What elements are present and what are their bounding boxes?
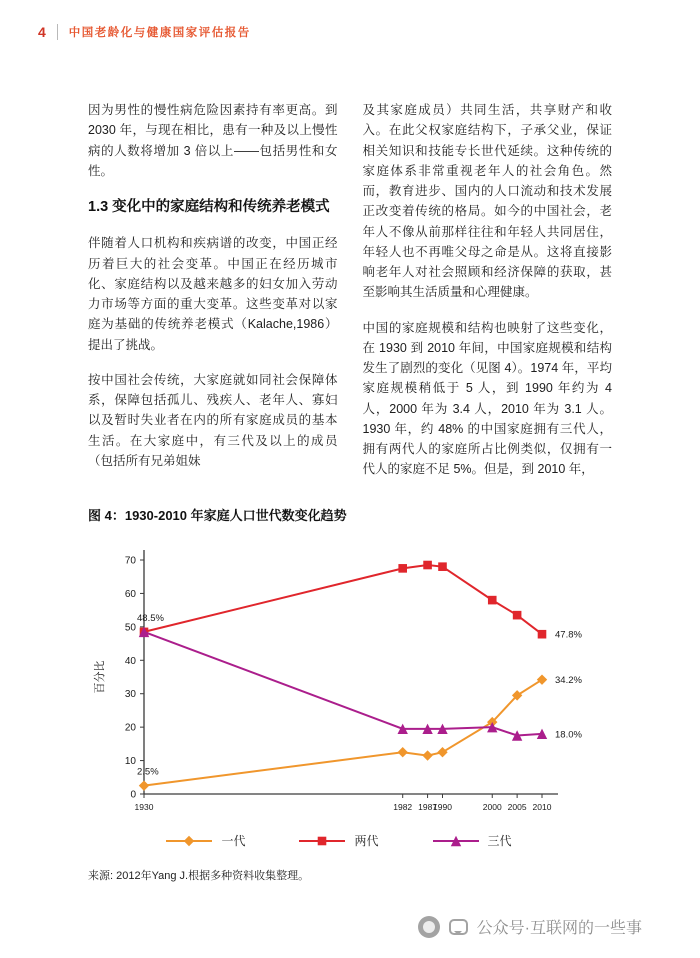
- figure-4: [88, 505, 618, 883]
- data-label: 48.5%: [137, 612, 164, 624]
- series-line-1: [144, 565, 542, 634]
- data-label: 2.5%: [137, 766, 159, 778]
- paragraph-social-change: 伴随着人口机构和疾病谱的改变，中国正经历着巨大的社会变革。中国正在经历城市化、家庭结构以及越来越多的妇女加入劳动力市场等方面的重大变革。这些变革对以家庭为基础的传统养老模式（Kalache,1986）提出了挑战。: [88, 236, 338, 352]
- legend-marker-icon: [431, 833, 481, 849]
- generation-trend-line-chart: [88, 536, 608, 828]
- legend-label: 三代: [487, 834, 512, 848]
- legend-marker-icon: [164, 833, 214, 849]
- data-label: 34.2%: [555, 675, 582, 687]
- series-marker-1: [538, 630, 547, 639]
- y-tick-label: 40: [124, 655, 136, 667]
- paragraph-family-tradition: 按中国社会传统，大家庭就如同社会保障体系，保障包括孤儿、残疾人、老年人、寡妇以及暂时失业者在内的所有家庭成员的基本生活。在大家庭中，有三代及以上的成员（包括所有兄弟姐妹: [88, 372, 338, 468]
- legend-item-2: [431, 832, 512, 849]
- chat-bubble-icon: [449, 919, 468, 935]
- body-columns: [88, 100, 612, 495]
- series-marker-0: [398, 747, 408, 757]
- page-number: 4: [38, 24, 46, 40]
- series-marker-1: [423, 561, 432, 570]
- y-tick-label: 60: [124, 588, 136, 600]
- series-marker-1: [398, 564, 407, 573]
- x-tick-label: 1930: [134, 802, 154, 812]
- text-column-right: [363, 100, 613, 495]
- header-divider: [57, 24, 58, 40]
- series-marker-0: [537, 674, 547, 684]
- x-tick-label: 2000: [482, 802, 502, 812]
- y-tick-label: 50: [124, 622, 136, 634]
- data-label: 18.0%: [555, 729, 582, 741]
- text-column-left: [88, 100, 338, 495]
- x-tick-label: 1987: [418, 802, 438, 812]
- figure-title: 图 4：1930-2010 年家庭人口世代数变化趋势: [88, 508, 347, 523]
- x-tick-label: 1982: [393, 802, 413, 812]
- x-tick-label: 1990: [433, 802, 452, 812]
- y-tick-label: 10: [124, 756, 136, 768]
- legend-marker: [318, 836, 327, 845]
- series-marker-1: [488, 596, 497, 605]
- account-logo-icon: [418, 916, 440, 938]
- series-line-2: [144, 632, 542, 736]
- series-marker-1: [438, 562, 447, 571]
- legend-marker-icon: [297, 833, 347, 849]
- series-marker-0: [139, 780, 149, 790]
- y-tick-label: 0: [130, 789, 136, 801]
- section-heading-1-3: 1.3 变化中的家庭结构和传统养老模式: [88, 199, 330, 215]
- figure-source: 来源: 2012年Yang J.根据多种资料收集整理。: [88, 870, 310, 882]
- y-tick-label: 20: [124, 722, 136, 734]
- watermark: [418, 915, 642, 938]
- legend-label: 一代: [221, 834, 246, 848]
- page-header: [38, 24, 251, 40]
- legend-marker: [184, 835, 194, 845]
- watermark-text: 公众号·互联网的一些事: [476, 920, 642, 937]
- paragraph-family-size: 中国的家庭规模和结构也映射了这些变化，在 1930 到 2010 年间，中国家庭规模和结构发生了剧烈的变化（见图 4）。1974 年，平均家庭规模稍低于 5 人，到 1990 年约为 4 人，2000 年为 3.4 人，2010 年为 3.1 人。1930 年，约 48% 的中国家庭拥有三代人，拥有两代人的家庭所占比例类似，仅拥有一代人的家庭不足 5%。但是，到 2010 年，: [362, 320, 612, 477]
- series-marker-0: [422, 750, 432, 760]
- legend-label: 两代: [354, 834, 379, 848]
- report-title: 中国老龄化与健康国家评估报告: [68, 27, 251, 39]
- x-tick-label: 2005: [507, 802, 527, 812]
- series-line-0: [144, 680, 542, 786]
- paragraph-chronic-disease: 因为男性的慢性病危险因素持有率更高。到 2030 年，与现在相比，患有一种及以上慢性病的人数将增加 3 倍以上——包括男性和女性。: [88, 103, 338, 178]
- y-tick-label: 70: [124, 555, 136, 567]
- series-marker-1: [513, 611, 522, 620]
- y-axis-title: 百分比: [94, 660, 106, 694]
- legend-item-1: [297, 832, 378, 849]
- x-tick-label: 2010: [532, 802, 552, 812]
- series-marker-0: [437, 747, 447, 757]
- chart-legend: [88, 832, 588, 849]
- y-tick-label: 30: [124, 689, 136, 701]
- paragraph-family-structure: 及其家庭成员）共同生活，共享财产和收入。在此父权家庭结构下，子承父业，保证相关知识和技能专长世代延续。这种传统的家庭体系非常重视老年人的社会角色。然而，教育进步、国内的人口流动和技术发展正改变着传统的格局。如今的中国社会，老年人不像从前那样往往和年轻人共同居住，年轻人也不再唯父母之命是从。这将直接影响老年人对社会照顾和经济保障的获取，甚至影响其生活质量和心理健康。: [362, 103, 612, 300]
- data-label: 47.8%: [555, 629, 582, 641]
- legend-item-0: [164, 832, 245, 849]
